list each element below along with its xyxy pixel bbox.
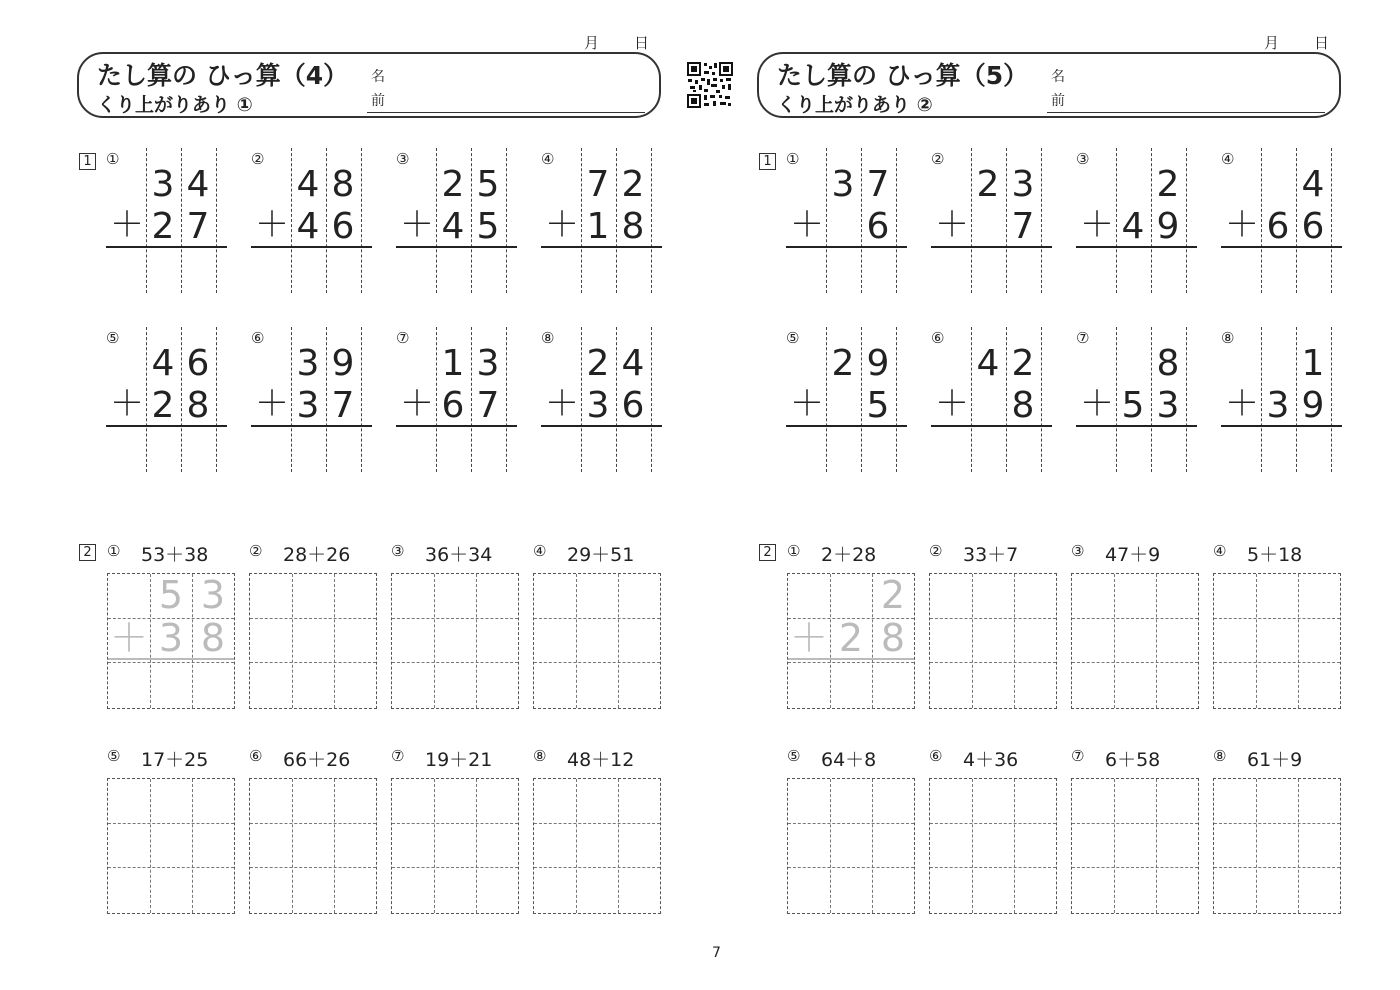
problem-expression: 33＋7 (963, 544, 1019, 566)
answer-area[interactable] (826, 427, 896, 471)
grid-line (292, 574, 293, 708)
answer-grid[interactable] (1213, 778, 1341, 914)
vertical-addition-problem (1261, 327, 1341, 472)
problem-number: ② (251, 150, 265, 168)
grid-line (392, 867, 518, 868)
example-digit: 2 (838, 616, 864, 660)
answer-grid[interactable] (1213, 573, 1341, 709)
addend-digit: 3 (1156, 385, 1180, 426)
addend-digit: 3 (296, 343, 320, 384)
addend-digit: 9 (331, 343, 355, 384)
addend-digit: 7 (331, 385, 355, 426)
problem-number: ③ (396, 150, 410, 168)
problem-number: ⑧ (533, 747, 547, 765)
vertical-addition-problem (971, 327, 1051, 472)
problem-number: ① (106, 150, 120, 168)
problem-number: ⑤ (106, 329, 120, 347)
addend-digit: 1 (441, 343, 465, 384)
sum-line (106, 425, 227, 427)
grid-line (250, 618, 376, 619)
plus-sign: ＋ (935, 384, 969, 424)
grid-line (250, 867, 376, 868)
answer-area[interactable] (436, 427, 506, 471)
sum-line (931, 246, 1052, 248)
addend-digit: 3 (151, 164, 175, 205)
problem-expression: 4＋36 (963, 749, 1019, 771)
answer-grid[interactable] (107, 778, 235, 914)
plus-sign: ＋ (400, 384, 434, 424)
answer-area[interactable] (146, 248, 216, 292)
column-guide-line (896, 327, 897, 472)
addend-digit: 2 (151, 385, 175, 426)
grid-line (972, 779, 973, 913)
grid-line (1214, 867, 1340, 868)
example-digit: 8 (200, 616, 226, 660)
grid-line (434, 574, 435, 708)
answer-grid[interactable] (391, 778, 519, 914)
grid-line (1256, 779, 1257, 913)
problem-expression: 36＋34 (425, 544, 493, 566)
plus-sign: ＋ (110, 384, 144, 424)
worksheet-title: たし算の ひっ算（5） (777, 61, 1029, 90)
answer-grid[interactable] (249, 778, 377, 914)
problem-number: ⑥ (251, 329, 265, 347)
plus-sign: ＋ (255, 205, 289, 245)
plus-sign: ＋ (1225, 205, 1259, 245)
answer-grid[interactable] (787, 778, 915, 914)
grid-line (576, 779, 577, 913)
addend-digit: 4 (441, 206, 465, 247)
grid-line (108, 662, 234, 663)
addend-digit: 5 (1121, 385, 1145, 426)
addend-digit: 8 (1156, 343, 1180, 384)
grid-line (534, 662, 660, 663)
sum-line (1221, 246, 1342, 248)
addend-digit: 6 (866, 206, 890, 247)
problem-number: ⑦ (1076, 329, 1090, 347)
addend-digit: 2 (1156, 164, 1180, 205)
column-guide-line (506, 327, 507, 472)
grid-line (334, 574, 335, 708)
problem-number: ⑤ (787, 747, 801, 765)
problem-number: ① (107, 542, 121, 560)
addend-digit: 6 (186, 343, 210, 384)
addend-digit: 6 (621, 385, 645, 426)
sum-line (396, 246, 517, 248)
addend-digit: 7 (586, 164, 610, 205)
problem-expression: 28＋26 (283, 544, 351, 566)
column-guide-line (1186, 327, 1187, 472)
addend-digit: 6 (331, 206, 355, 247)
worksheet-header (757, 52, 1341, 118)
sum-line (1076, 425, 1197, 427)
grid-line (788, 823, 914, 824)
sum-line (251, 246, 372, 248)
answer-area[interactable] (291, 248, 361, 292)
addend-digit: 9 (1156, 206, 1180, 247)
worksheet-subtitle: くり上がりあり ② (777, 94, 933, 116)
sum-line (1221, 425, 1342, 427)
grid-line (392, 823, 518, 824)
addend-digit: 4 (296, 206, 320, 247)
vertical-addition-problem (1116, 327, 1196, 472)
grid-line (434, 779, 435, 913)
problem-number: ④ (533, 542, 547, 560)
problem-number: ② (931, 150, 945, 168)
plus-sign: ＋ (400, 205, 434, 245)
grid-line (576, 574, 577, 708)
answer-grid[interactable] (391, 573, 519, 709)
vertical-addition-problem (1261, 148, 1341, 293)
grid-line (534, 823, 660, 824)
addend-digit: 5 (476, 206, 500, 247)
answer-area[interactable] (581, 248, 651, 292)
name-label-1: 名 (1051, 69, 1065, 85)
problem-number: ⑤ (786, 329, 800, 347)
grid-line (1298, 574, 1299, 708)
section-1-label: 1 (759, 153, 776, 170)
grid-line (1114, 779, 1115, 913)
problem-number: ⑦ (1071, 747, 1085, 765)
plus-sign: ＋ (790, 384, 824, 424)
addend-digit: 6 (1266, 206, 1290, 247)
grid-line (108, 823, 234, 824)
example-digit: 5 (158, 573, 184, 617)
answer-grid[interactable] (1071, 778, 1199, 914)
addend-digit: 5 (476, 164, 500, 205)
date-day-label: 日 (634, 34, 650, 52)
answer-area[interactable] (971, 248, 1041, 292)
section-1-label: 1 (79, 153, 96, 170)
sum-line (786, 246, 907, 248)
addend-digit: 2 (586, 343, 610, 384)
addend-digit: 9 (866, 343, 890, 384)
grid-line (830, 779, 831, 913)
grid-line (1298, 779, 1299, 913)
answer-grid[interactable] (533, 778, 661, 914)
grid-line (618, 574, 619, 708)
addend-digit: 3 (296, 385, 320, 426)
column-guide-line (361, 327, 362, 472)
problem-expression: 48＋12 (567, 749, 635, 771)
vertical-addition-problem (1116, 148, 1196, 293)
addend-digit: 3 (476, 343, 500, 384)
sum-line (1076, 246, 1197, 248)
grid-line (930, 823, 1056, 824)
vertical-addition-problem (971, 148, 1051, 293)
date-day-label: 日 (1314, 34, 1330, 52)
addend-digit: 7 (476, 385, 500, 426)
sum-line (541, 425, 662, 427)
example-plus-sign: ＋ (109, 616, 148, 660)
example-digit: 8 (880, 616, 906, 660)
problem-expression: 66＋26 (283, 749, 351, 771)
addend-digit: 4 (621, 343, 645, 384)
addend-digit: 7 (186, 206, 210, 247)
grid-line (476, 574, 477, 708)
grid-line (392, 662, 518, 663)
grid-line (788, 867, 914, 868)
problem-number: ④ (1213, 542, 1227, 560)
addend-digit: 4 (976, 343, 1000, 384)
plus-sign: ＋ (1225, 384, 1259, 424)
column-guide-line (216, 148, 217, 293)
addend-digit: 8 (621, 206, 645, 247)
sum-line (106, 246, 227, 248)
name-field[interactable] (367, 112, 645, 113)
grid-line (1072, 867, 1198, 868)
problem-expression: 6＋58 (1105, 749, 1161, 771)
sum-line (786, 425, 907, 427)
answer-grid[interactable] (533, 573, 661, 709)
addend-digit: 8 (186, 385, 210, 426)
addend-digit: 7 (866, 164, 890, 205)
grid-line (930, 867, 1056, 868)
grid-line (1072, 662, 1198, 663)
problem-expression: 17＋25 (141, 749, 209, 771)
answer-grid[interactable] (929, 778, 1057, 914)
addend-digit: 1 (586, 206, 610, 247)
column-guide-line (1331, 327, 1332, 472)
problem-number: ⑦ (396, 329, 410, 347)
problem-number: ④ (1221, 150, 1235, 168)
example-digit: 3 (200, 573, 226, 617)
addend-digit: 1 (1301, 343, 1325, 384)
problem-expression: 64＋8 (821, 749, 877, 771)
grid-line (972, 574, 973, 708)
name-label-2: 前 (371, 93, 385, 109)
plus-sign: ＋ (1080, 384, 1114, 424)
grid-line (1214, 618, 1340, 619)
column-guide-line (1041, 327, 1042, 472)
worksheet-subtitle: くり上がりあり ① (97, 94, 253, 116)
qr-code-icon[interactable] (687, 62, 733, 108)
problem-expression: 19＋21 (425, 749, 493, 771)
column-guide-line (1331, 148, 1332, 293)
sum-line (396, 425, 517, 427)
answer-area[interactable] (1116, 427, 1186, 471)
problem-number: ③ (1076, 150, 1090, 168)
sum-line (541, 246, 662, 248)
addend-digit: 2 (441, 164, 465, 205)
problem-number: ⑥ (929, 747, 943, 765)
grid-line (250, 662, 376, 663)
grid-line (1214, 662, 1340, 663)
addend-digit: 2 (151, 206, 175, 247)
problem-number: ① (787, 542, 801, 560)
answer-area[interactable] (1261, 427, 1331, 471)
grid-line (476, 779, 477, 913)
addend-digit: 2 (1011, 343, 1035, 384)
answer-area[interactable] (826, 248, 896, 292)
answer-grid[interactable] (107, 573, 235, 709)
plus-sign: ＋ (110, 205, 144, 245)
vertical-addition-problem (436, 148, 516, 293)
example-sum-line (788, 658, 914, 660)
addend-digit: 4 (151, 343, 175, 384)
worksheet-header (77, 52, 661, 118)
answer-area[interactable] (1261, 248, 1331, 292)
column-guide-line (651, 327, 652, 472)
addend-digit: 3 (1266, 385, 1290, 426)
plus-sign: ＋ (545, 205, 579, 245)
addend-digit: 2 (831, 343, 855, 384)
problem-number: ⑧ (1221, 329, 1235, 347)
addend-digit: 4 (1121, 206, 1145, 247)
plus-sign: ＋ (790, 205, 824, 245)
answer-area[interactable] (1116, 248, 1186, 292)
addend-digit: 8 (1011, 385, 1035, 426)
grid-line (1114, 574, 1115, 708)
plus-sign: ＋ (255, 384, 289, 424)
column-guide-line (506, 148, 507, 293)
date-month-label: 月 (584, 34, 600, 52)
grid-line (1156, 574, 1157, 708)
answer-area[interactable] (291, 427, 361, 471)
addend-digit: 2 (976, 164, 1000, 205)
grid-line (392, 618, 518, 619)
grid-line (1072, 823, 1198, 824)
worksheet-title: たし算の ひっ算（4） (97, 61, 349, 90)
column-guide-line (216, 327, 217, 472)
grid-line (788, 662, 914, 663)
example-digit: 3 (158, 616, 184, 660)
grid-line (1014, 779, 1015, 913)
addend-digit: 8 (331, 164, 355, 205)
plus-sign: ＋ (935, 205, 969, 245)
grid-line (930, 662, 1056, 663)
problem-number: ② (929, 542, 943, 560)
problem-expression: 5＋18 (1247, 544, 1303, 566)
problem-expression: 47＋9 (1105, 544, 1161, 566)
column-guide-line (1041, 148, 1042, 293)
addend-digit: 4 (1301, 164, 1325, 205)
answer-grid[interactable] (787, 573, 915, 709)
section-2-label: 2 (79, 544, 96, 561)
grid-line (618, 779, 619, 913)
problem-expression: 29＋51 (567, 544, 635, 566)
vertical-addition-problem (581, 327, 661, 472)
vertical-addition-problem (291, 148, 371, 293)
problem-expression: 2＋28 (821, 544, 877, 566)
addend-digit: 4 (186, 164, 210, 205)
column-guide-line (361, 148, 362, 293)
answer-grid[interactable] (249, 573, 377, 709)
grid-line (1072, 618, 1198, 619)
problem-number: ③ (391, 542, 405, 560)
answer-area[interactable] (581, 427, 651, 471)
addend-digit: 3 (586, 385, 610, 426)
vertical-addition-problem (146, 148, 226, 293)
grid-line (534, 618, 660, 619)
problem-number: ④ (541, 150, 555, 168)
problem-expression: 61＋9 (1247, 749, 1303, 771)
grid-line (1256, 574, 1257, 708)
problem-number: ② (249, 542, 263, 560)
name-field[interactable] (1047, 112, 1325, 113)
plus-sign: ＋ (1080, 205, 1114, 245)
vertical-addition-problem (826, 148, 906, 293)
problem-number: ① (786, 150, 800, 168)
grid-line (108, 867, 234, 868)
grid-line (930, 618, 1056, 619)
problem-expression: 53＋38 (141, 544, 209, 566)
problem-number: ⑥ (249, 747, 263, 765)
problem-number: ⑥ (931, 329, 945, 347)
vertical-addition-problem (146, 327, 226, 472)
grid-line (1156, 779, 1157, 913)
addend-digit: 4 (296, 164, 320, 205)
column-guide-line (896, 148, 897, 293)
answer-grid[interactable] (1071, 573, 1199, 709)
answer-area[interactable] (436, 248, 506, 292)
problem-number: ⑦ (391, 747, 405, 765)
name-label-1: 名 (371, 69, 385, 85)
answer-area[interactable] (971, 427, 1041, 471)
vertical-addition-problem (581, 148, 661, 293)
grid-line (534, 867, 660, 868)
sum-line (251, 425, 372, 427)
addend-digit: 6 (441, 385, 465, 426)
name-label-2: 前 (1051, 93, 1065, 109)
column-guide-line (1186, 148, 1187, 293)
answer-grid[interactable] (929, 573, 1057, 709)
grid-line (872, 779, 873, 913)
addend-digit: 7 (1011, 206, 1035, 247)
problem-number: ③ (1071, 542, 1085, 560)
addend-digit: 3 (1011, 164, 1035, 205)
vertical-addition-problem (826, 327, 906, 472)
plus-sign: ＋ (545, 384, 579, 424)
addend-digit: 5 (866, 385, 890, 426)
column-guide-line (651, 148, 652, 293)
problem-number: ⑧ (1213, 747, 1227, 765)
grid-line (1014, 574, 1015, 708)
addend-digit: 9 (1301, 385, 1325, 426)
grid-line (192, 779, 193, 913)
example-plus-sign: ＋ (789, 616, 828, 660)
date-month-label: 月 (1264, 34, 1280, 52)
vertical-addition-problem (291, 327, 371, 472)
grid-line (150, 779, 151, 913)
addend-digit: 3 (831, 164, 855, 205)
example-digit: 2 (880, 573, 906, 617)
vertical-addition-problem (436, 327, 516, 472)
sum-line (931, 425, 1052, 427)
section-2-label: 2 (759, 544, 776, 561)
answer-area[interactable] (146, 427, 216, 471)
problem-number: ⑧ (541, 329, 555, 347)
example-sum-line (108, 658, 234, 660)
page-number: 7 (712, 945, 721, 961)
grid-line (1214, 823, 1340, 824)
grid-line (250, 823, 376, 824)
problem-number: ⑤ (107, 747, 121, 765)
grid-line (292, 779, 293, 913)
addend-digit: 6 (1301, 206, 1325, 247)
grid-line (334, 779, 335, 913)
addend-digit: 2 (621, 164, 645, 205)
